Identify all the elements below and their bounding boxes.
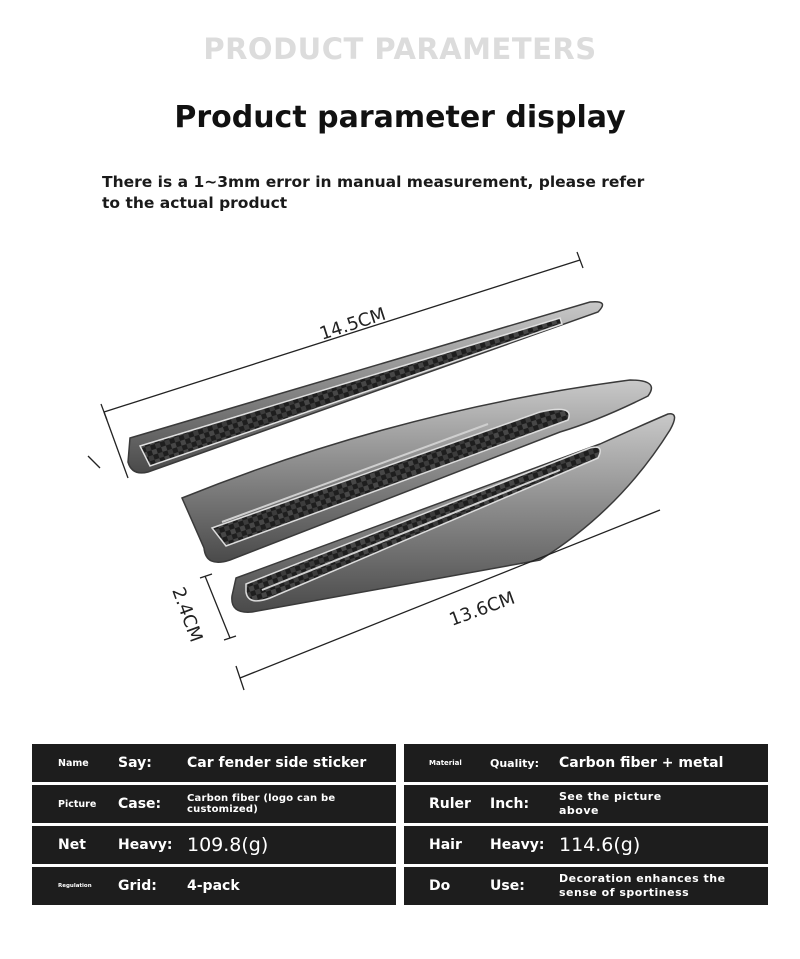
top-length-label: 14.5CM xyxy=(317,303,389,345)
param-row-ruler xyxy=(404,785,768,823)
param-key-suffix: Say: xyxy=(118,755,152,771)
param-row-hair xyxy=(404,826,768,864)
param-value: 109.8(g) xyxy=(187,834,269,856)
thickness-marker xyxy=(88,456,100,468)
param-value: 114.6(g) xyxy=(559,834,641,856)
param-value: Car fender side sticker xyxy=(187,755,367,771)
param-row-name xyxy=(32,744,396,782)
param-key: Net xyxy=(58,837,86,853)
measurement-note: There is a 1~3mm error in manual measurement, please refer to the actual product xyxy=(102,173,645,212)
param-value: Carbon fiber + metal xyxy=(559,755,724,771)
param-row-net xyxy=(32,826,396,864)
param-key-suffix: Use: xyxy=(490,878,525,894)
param-row-regulation xyxy=(32,867,396,905)
param-key: Material xyxy=(429,759,462,767)
section-watermark-title: PRODUCT PARAMETERS xyxy=(203,32,597,66)
param-key: Regulation xyxy=(58,883,92,889)
product-drawing xyxy=(0,230,800,710)
param-key-suffix: Inch: xyxy=(490,796,530,812)
height-label: 2.4CM xyxy=(167,584,207,646)
product-image xyxy=(0,230,800,710)
param-key: Picture xyxy=(58,798,97,810)
param-key: Ruler xyxy=(429,796,471,812)
param-key-suffix: Grid: xyxy=(118,878,157,894)
param-key-suffix: Heavy: xyxy=(490,837,545,853)
param-key: Name xyxy=(58,757,89,769)
param-key-suffix: Heavy: xyxy=(118,837,173,853)
param-key: Hair xyxy=(429,837,462,853)
param-value: Decoration enhances the sense of sportiness xyxy=(559,872,726,899)
page-title: Product parameter display xyxy=(174,100,626,135)
param-row-material xyxy=(404,744,768,782)
param-row-picture xyxy=(32,785,396,823)
param-value: 4-pack xyxy=(187,878,240,894)
param-key: Do xyxy=(429,878,451,894)
param-key-suffix: Case: xyxy=(118,796,162,812)
bottom-length-label: 13.6CM xyxy=(446,587,518,631)
param-key-suffix: Quality: xyxy=(490,756,539,770)
height-dimension-line xyxy=(200,574,236,640)
param-row-use xyxy=(404,867,768,905)
param-value: Carbon fiber (logo can be customized) xyxy=(187,793,336,815)
param-value: See the picture above xyxy=(559,790,662,817)
